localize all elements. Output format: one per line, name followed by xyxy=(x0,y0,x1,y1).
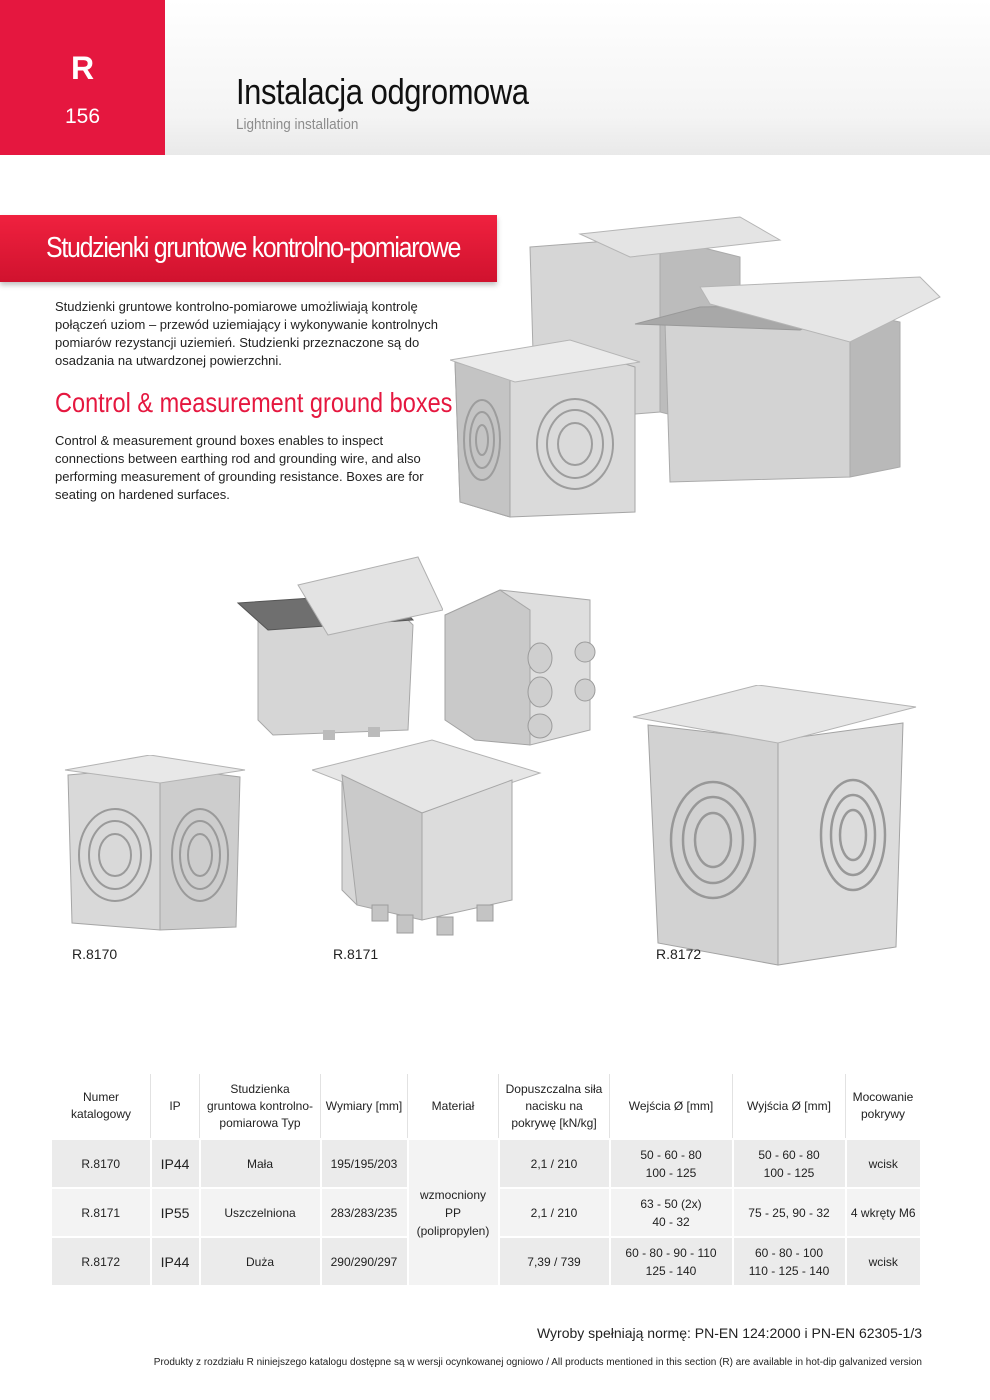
cell-wejscia-line: 125 - 140 xyxy=(645,1263,697,1278)
cell-mocowanie: wcisk xyxy=(846,1139,921,1188)
page-title: Instalacja odgromowa xyxy=(236,71,529,112)
product-photo-r8171-side xyxy=(440,580,620,750)
cell-wymiary: 283/283/235 xyxy=(321,1188,408,1237)
cell-wejscia xyxy=(610,1237,733,1285)
cell-wyjscia-line: 110 - 125 - 140 xyxy=(748,1263,830,1278)
page-number: 156 xyxy=(64,105,101,128)
cell-wyjscia-line: 75 - 25, 90 - 32 xyxy=(748,1205,830,1220)
cell-wymiary: 290/290/297 xyxy=(321,1237,408,1285)
section-tab xyxy=(0,0,165,155)
product-code-r8170: R.8170 xyxy=(72,946,118,962)
cell-wejscia xyxy=(610,1139,733,1188)
cell-material: wzmocniony PP (polipropylen) xyxy=(408,1139,499,1285)
col-wymiary: Wymiary [mm] xyxy=(321,1074,408,1139)
col-wyjscia: Wyjścia Ø [mm] xyxy=(733,1074,846,1139)
cell-wejscia-line: 60 - 80 - 90 - 110 xyxy=(625,1245,717,1260)
col-material: Materiał xyxy=(408,1074,499,1139)
table-row xyxy=(52,1139,920,1188)
description-en: Control & measurement ground boxes enables to inspect connections between earthing rod and grounding wire, and also performing measurement of grounding resistance. Boxes are for seating on hardened surfaces. xyxy=(55,433,424,502)
cell-wejscia-line: 40 - 32 xyxy=(652,1214,690,1229)
spec-table xyxy=(52,1074,920,1285)
heading-en: Control & measurement ground boxes xyxy=(55,387,453,418)
cell-ip: IP55 xyxy=(151,1188,200,1237)
product-group-photo xyxy=(450,212,945,532)
cell-sila: 2,1 / 210 xyxy=(499,1188,610,1237)
cell-mocowanie: wcisk xyxy=(846,1237,921,1285)
table-header-row xyxy=(52,1074,920,1139)
product-photo-r8170 xyxy=(60,755,250,940)
product-code-r8171: R.8171 xyxy=(333,946,379,962)
cell-ip: IP44 xyxy=(151,1237,200,1285)
cell-mocowanie: 4 wkręty M6 xyxy=(846,1188,921,1237)
product-code-r8172: R.8172 xyxy=(656,946,702,962)
col-ip: IP xyxy=(151,1074,200,1139)
cell-typ: Mała xyxy=(200,1139,321,1188)
cell-sila: 2,1 / 210 xyxy=(499,1139,610,1188)
cell-wejscia-line: 50 - 60 - 80 xyxy=(640,1147,702,1162)
cell-numer: R.8171 xyxy=(52,1188,151,1237)
cell-wyjscia-line: 100 - 125 xyxy=(763,1165,815,1180)
cell-numer: R.8170 xyxy=(52,1139,151,1188)
section-letter: R xyxy=(70,50,95,86)
cell-sila: 7,39 / 739 xyxy=(499,1237,610,1285)
norm-statement: Wyroby spełniają normę: PN-EN 124:2000 i PN-EN 62305-1/3 xyxy=(536,1325,922,1341)
cell-wyjscia xyxy=(733,1139,846,1188)
cell-ip: IP44 xyxy=(151,1139,200,1188)
cell-typ: Uszczelniona xyxy=(200,1188,321,1237)
col-wejscia: Wejścia Ø [mm] xyxy=(610,1074,733,1139)
col-sila: Dopuszczalna siła nacisku na pokrywę [kN/kg] xyxy=(499,1074,610,1139)
cell-wyjscia xyxy=(733,1237,846,1285)
col-typ: Studzienka gruntowa kontrolno-pomiarowa Typ xyxy=(200,1074,321,1139)
cell-numer: R.8172 xyxy=(52,1237,151,1285)
cell-wejscia-line: 100 - 125 xyxy=(645,1165,697,1180)
cell-wymiary: 195/195/203 xyxy=(321,1139,408,1188)
description-pl: Studzienki gruntowe kontrolno-pomiarowe umożliwiają kontrolę połączeń uziom – przewód uziemiający i wykonywanie kontrolnych pomiarów rezystancji uziemień. Studzienki przeznaczone są do osadzania na utwardzonej powierzchni. xyxy=(55,299,438,368)
cell-typ: Duża xyxy=(200,1237,321,1285)
footer-note: Produkty z rozdziału R niniejszego katalogu dostępne są w wersji ocynkowanej ogniowo / All products mentioned in this section (R) are available in hot-dip galvanized version xyxy=(153,1357,922,1368)
cell-wejscia xyxy=(610,1188,733,1237)
ribbon-title: Studzienki gruntowe kontrolno-pomiarowe xyxy=(46,232,461,264)
product-photo-r8171-open xyxy=(228,555,443,740)
col-numer: Numer katalogowy xyxy=(70,1090,132,1121)
product-photo-r8171 xyxy=(312,735,542,945)
section-ribbon xyxy=(0,215,497,282)
cell-wyjscia-line: 50 - 60 - 80 xyxy=(758,1147,820,1162)
cell-wyjscia xyxy=(733,1188,846,1237)
cell-wyjscia-line: 60 - 80 - 100 xyxy=(754,1245,824,1260)
cell-wejscia-line: 63 - 50 (2x) xyxy=(640,1196,702,1211)
col-mocowanie: Mocowanie pokrywy xyxy=(846,1074,921,1139)
page-subtitle: Lightning installation xyxy=(236,116,359,133)
product-photo-r8172 xyxy=(628,685,918,970)
